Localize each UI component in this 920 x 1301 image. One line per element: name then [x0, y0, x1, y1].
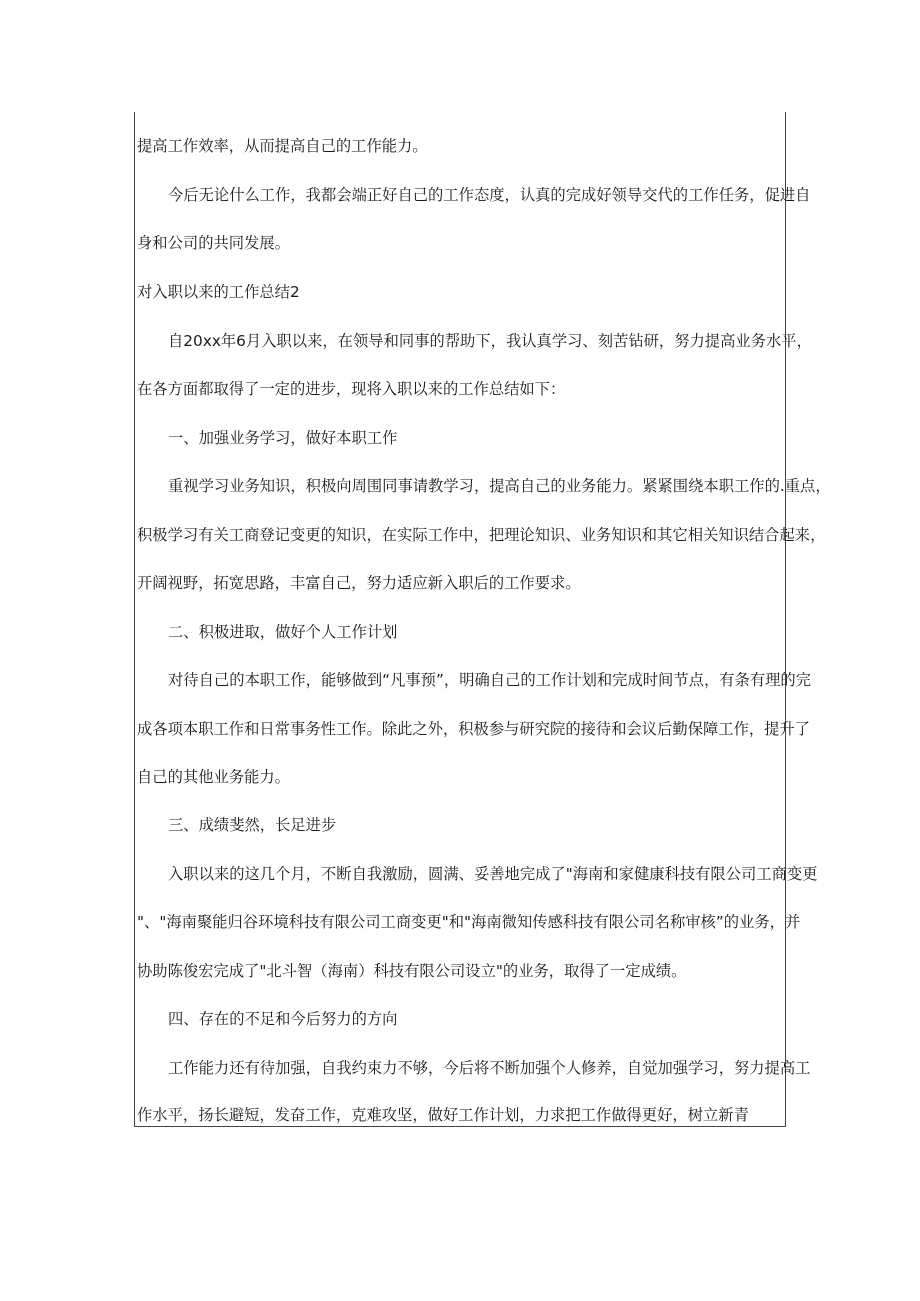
paragraph-line: 工作能力还有待加强，自我约束力不够，今后将不断加强个人修养，自觉加强学习，努力提高工 — [168, 1059, 811, 1077]
paragraph-line: 今后无论什么工作，我都会端正好自己的工作态度，认真的完成好领导交代的工作任务，促进自 — [168, 186, 811, 204]
paragraph-line: 作水平，扬长避短，发奋工作，克难攻坚，做好工作计划，力求把工作做得更好，树立新青 — [137, 1106, 749, 1124]
paragraph-line: 成各项本职工作和日常事务性工作。除此之外，积极参与研究院的接待和会议后勤保障工作，提升了 — [137, 720, 811, 738]
paragraph-line: 入职以来的这几个月，不断自我激励，圆满、妥善地完成了"海南和家健康科技有限公司工商变更 — [168, 865, 818, 883]
section-heading: 对入职以来的工作总结2 — [137, 283, 300, 301]
subheading: 三、成绩斐然，长足进步 — [168, 816, 337, 834]
paragraph-line: 自20xx年6月入职以来，在领导和同事的帮助下，我认真学习、刻苦钻研，努力提高业务水平， — [168, 332, 812, 350]
paragraph-line: 协助陈俊宏完成了"北斗智（海南）科技有限公司设立"的业务，取得了一定成绩。 — [137, 962, 687, 980]
paragraph-line: 在各方面都取得了一定的进步，现将入职以来的工作总结如下： — [137, 380, 566, 398]
paragraph-line: "、"海南聚能归谷环境科技有限公司工商变更"和"海南微知传感科技有限公司名称审核”的业务，并 — [137, 913, 801, 931]
subheading: 一、加强业务学习，做好本职工作 — [168, 429, 398, 447]
paragraph-line: 开阔视野，拓宽思路，丰富自己，努力适应新入职后的工作要求。 — [137, 574, 581, 592]
paragraph-line: 身和公司的共同发展。 — [137, 234, 290, 252]
paragraph-line: 自己的其他业务能力。 — [137, 768, 290, 786]
paragraph-line: 提高工作效率，从而提高自己的工作能力。 — [137, 137, 428, 155]
paragraph-line: 重视学习业务知识，积极向周围同事请教学习，提高自己的业务能力。紧紧围绕本职工作的.重点， — [168, 477, 831, 495]
paragraph-line: 对待自己的本职工作，能够做到“凡事预”，明确自己的工作计划和完成时间节点，有条有理的完 — [168, 671, 812, 689]
paragraph-line: 积极学习有关工商登记变更的知识，在实际工作中，把理论知识、业务知识和其它相关知识结合起来， — [137, 526, 826, 544]
subheading: 二、积极进取，做好个人工作计划 — [168, 623, 398, 641]
subheading: 四、存在的不足和今后努力的方向 — [168, 1010, 398, 1028]
